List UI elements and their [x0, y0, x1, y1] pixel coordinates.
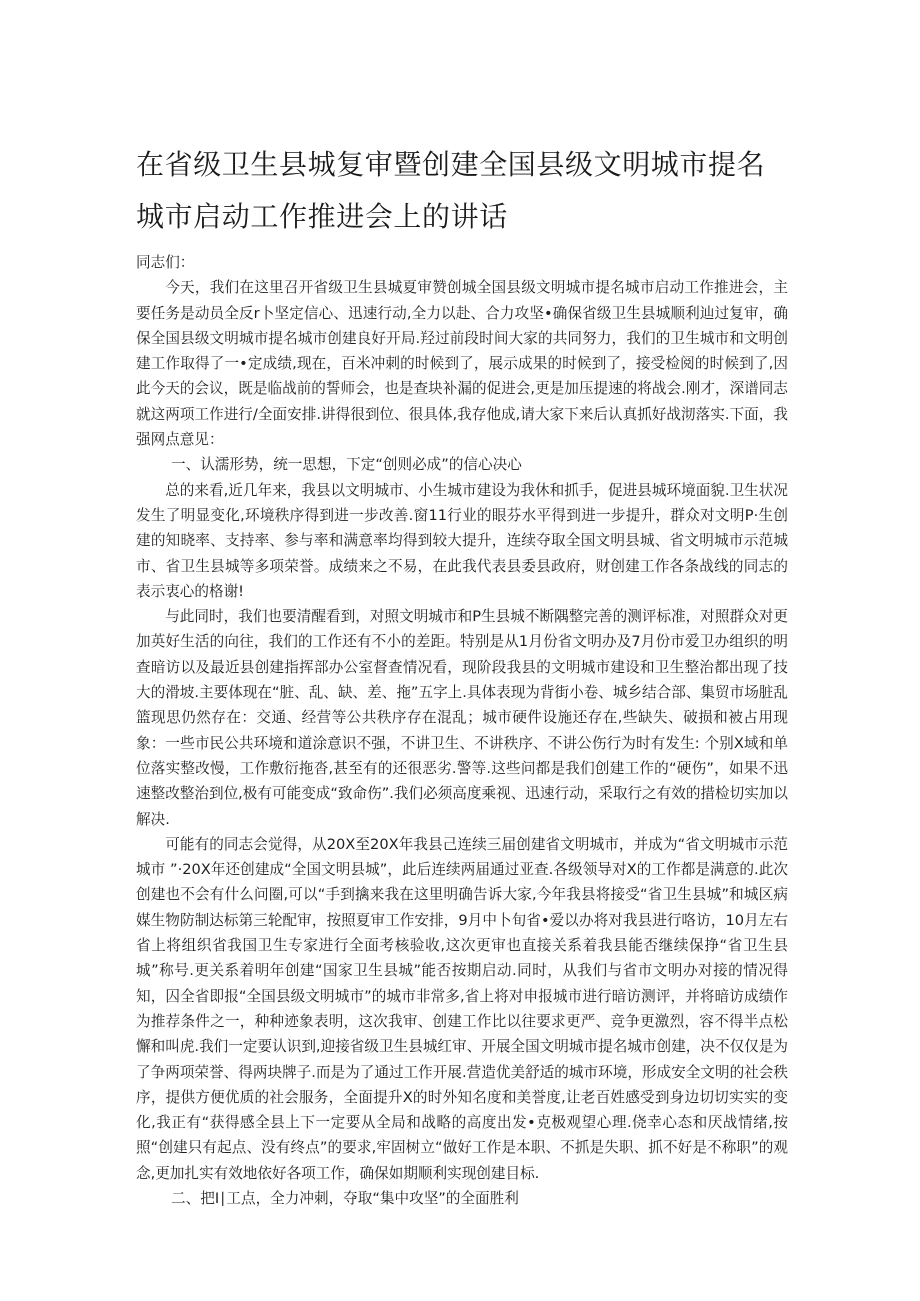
document-body — [136, 250, 788, 1211]
section-heading-1: 一、认濡形势，统一思想，下定“创则必成”的信心决心 — [171, 456, 522, 474]
section-heading-2: 二、把I∣工点，全力冲刺，夺取“集中攻坚”的全面胜利 — [171, 1189, 519, 1207]
paragraph-opening: 今天，我们在这里召开省级卫生县城夏审赞创城全国县级文明城市提名城市启动工作推进会，主要任务是动员全反r卜坚定信心、迅速行动,全力以赴、合力攻坚•确保省级卫生县城顺利辿过复审，确保全国县级文明城市提名城市创建良好开局.羟过前段时间大家的共同努力，我们的卫生城市和文明创建工作取得了一•定成绩,现在，百米冲刺的时候到了，展示成果的时候到了，接受检阅的时候到了,因此今天的会议，既是临战前的誓师会，也是查块补漏的促进会,更是加压提速的将战会.刚才，深谱同志就这两项工作进行/全面安排.讲得很到位、很具体,我存他成,请大家下来后认真抓好战沏落实.下面，我强网点意见： — [136, 279, 788, 449]
paragraph-requirements: 可能有的同志会觉得，从20X至20X年我县己连续三届创建省文明城市，并成为“省文明城市示范城市 ”·20X年还创建成“全国文明县城”，此后连续两届通过亚查.各级领导对X的工作都是满意的.此次创建也不会有什么问圈,可以“手到擒来我在这里明确告诉大家,今年我县将接受“省卫生县城”和城区病媒生物防制达标第三轮配审，按照夏审工作安排，9月中卜旬省•爱以办将对我县进行咯访，10月左右省上将组织省我国卫生专家进行全面考核验收,这次更审也直接关系着我县能否继续保挣“省卫生县城”称号.更关系着明年创建“国家卫生县城”能否按期启动.同时，从我们与省市文明办对接的情况得知，囚全省即报“全国县级文明城市”的城市非常多,省上将对申报城市进行暗访测评，并将暗访成绩作为推荐条件之一，种种迹象表明，这次我审、创建工作比以往要求更严、竞争更激烈，容不得半点松懈和叫虎.我们一定要认识到,迎接省级卫生县城红审、开展全国文明城市提名城市创建，决不仅仅是为了争两项荣誉、得两块牌子.而是为了通过工作开展.营造优美舒适的城市环境，形成安全文明的社会秩序，提供方便优质的社会服务，全面提升X的时外知名度和美誉度,让老百姓感受到身边切切实实的变化,我正有“获得感全县上下一定要从全局和战略的高度出发•克极观望心理.侥幸心态和厌战情绪,按照“创建只有起点、没有终点”的要求,牢固树立“做好工作是本职、不抓是失职、抓不好是不称职”的观念,更加扎实有效地依好各项工作，确保如期顺利实现创建目标. — [136, 835, 788, 1182]
paragraph-gaps: 与此同时，我们也要清醒看到，对照文明城市和P生县城不断隅整完善的测评标准，对照群众对更加英好生活的向往，我们的工作还有不小的差距。特别是从1月份省文明办及7月份市爱卫办组织的明查暗访以及最近县创建指挥部办公室督查情况看，现阶段我县的文明城市建设和卫生整治都出现了技大的滑坡.主要体现在“脏、乱、缺、差、拖”五字上.具体表现为背街小卷、城乡结合部、集贸市场脏乱篮现思仍然存在：交通、经营等公共秩序存在混乱；城市硬件设施还存在,些缺失、破损和被占用现象：一些市民公共环境和道涂意识不强，不讲卫生、不讲秩序、不讲公伤行为时有发生: 个别X域和单位落实整改慢，工作敷衍拖沓,甚至有的还很恶劣.警等.这些问都是我们创建工作的“硬伤”，如果不迅速整改整治到位,极有可能变成“致命伤”.我们必须高度乘视、迅速行动，采取行之有效的措检切实加以解决. — [136, 608, 788, 828]
salutation: 同志们： — [136, 254, 195, 271]
document-title-line-2: 城市启动工作推进会上的讲话 — [136, 200, 508, 233]
document-title-line-1: 在省级卫生县城复审暨创建全国县级文明城市提名 — [136, 148, 766, 181]
paragraph-achievements: 总的来看,近几年来，我县以文明城市、小生城市建设为我休和抓手，促进县城环境面貌.卫生状况发生了明显变化,环境秩序得到进一步改善.窗11行业的眼芬水平得到进一步提升，群众对文明P·生创建的知晓率、支持率、参与率和满意率均得到较大提升，连续夺取全国文明县城、省文明城市示范城市、省卫生县城等多项荣誉。成绩来之不易，在此我代表县委县政府，财创建工作各条战线的同志的表示衷心的格谢! — [136, 481, 788, 600]
